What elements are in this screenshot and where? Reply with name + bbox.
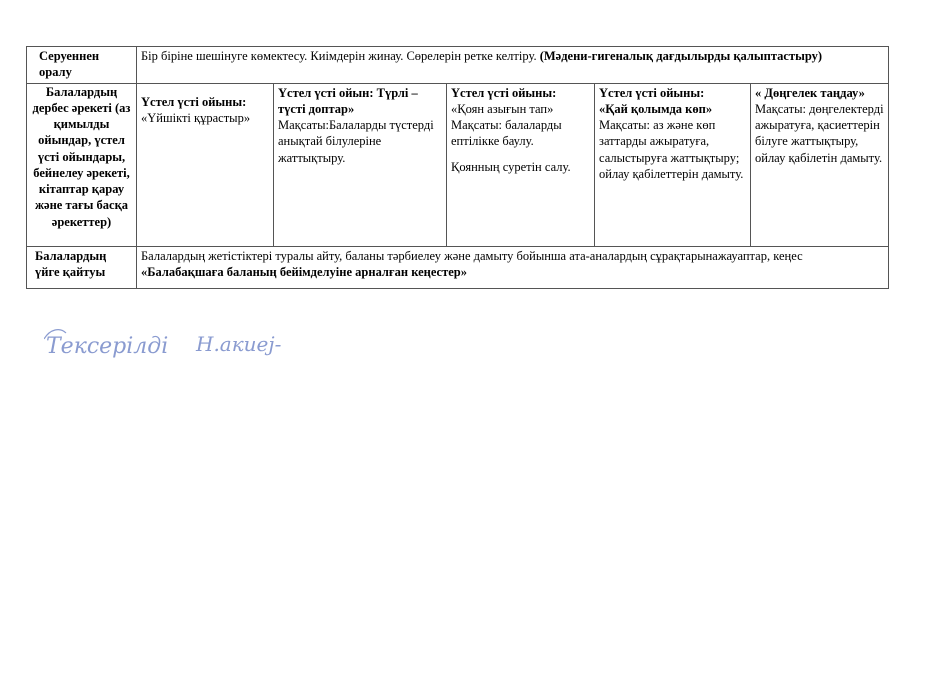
game-1-title: Үстел үсті ойыны: [141,94,247,109]
game-cell-2 [274,83,447,246]
row-walk-return [27,47,889,84]
going-home-text: Балалардың жетістіктері туралы айту, баланы тәрбиелеу және дамыту бойынша ата-аналардың сұрақтарынажауаптар, кеңес [141,248,803,263]
game-5-title: « Дөңгелек таңдау» [755,85,865,100]
game-3-goal: Мақсаты: балаларды ептілікке баулу. [451,118,562,149]
game-2-goal: Мақсаты:Балаларды түстерді анықтай білулеріне жаттықтыру. [278,118,434,165]
independent-activity-label-text: Балалардың дербес әрекеті (аз қимылды ойындар, үстел үсті ойындары, бейнелеу әрекеті, кітаптар қарау және тағы басқа әрекеттер) [32,84,131,229]
walk-return-label-text: Серуеннен оралу [39,49,100,80]
going-home-bold-text: «Балабақшаға баланың бейімделуіне арналған кеңестер» [141,264,467,279]
walk-return-label [27,47,137,84]
independent-activity-label [27,83,137,246]
row-independent-activity [27,83,889,246]
game-2-title: Үстел үсті ойын: Түрлі – түсті доптар» [278,85,418,116]
game-1-subtitle: «Үйшікті құрастыр» [141,110,251,125]
game-5-goal: Мақсаты: дөңгелектерді ажыратуға, қасиеттерін білуге жаттықтыру, ойлау қабілетін дамыту. [755,101,884,165]
signature-mark: Н.акиеј- [196,332,282,356]
game-3-extra: Қоянның суретін салу. [451,159,571,174]
signature-word: Тексерілді [46,334,169,359]
game-3-subtitle: «Қоян азығын тап» [451,101,554,116]
going-home-content [137,246,889,288]
game-cell-1 [137,83,274,246]
walk-return-text: Бір біріне шешінуге көмектесу. Киімдерін жинау. Сөрелерін ретке келтіру. [141,49,540,63]
row-going-home [27,246,889,288]
walk-return-bold-text: (Мәдени-гигеналық дағдылырды қалыптастыру) [539,49,823,63]
handwritten-signature [44,323,284,363]
walk-return-content [137,47,889,84]
going-home-label-text: Балалардың үйге қайтуы [35,248,107,279]
game-cell-4 [595,83,751,246]
game-4-title: Үстел үсті ойыны: [599,85,705,100]
daily-plan-table [26,46,889,289]
game-cell-5 [751,83,889,246]
game-4-title-2: «Қай қолымда көп» [599,101,713,116]
game-cell-3 [447,83,595,246]
game-3-title: Үстел үсті ойыны: [451,85,557,100]
game-4-goal: Мақсаты: аз және көп заттарды ажыратуға, салыстыруға жаттықтыру; ойлау қабілеттерін дамыту. [599,118,744,181]
going-home-label [27,246,137,288]
